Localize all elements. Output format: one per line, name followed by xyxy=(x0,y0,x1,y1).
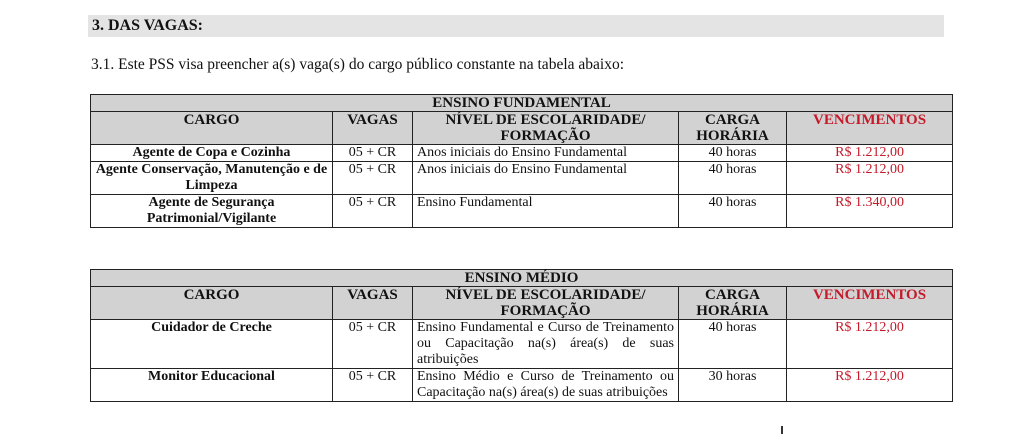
cell-vagas: 05 + CR xyxy=(333,369,413,402)
table-row xyxy=(91,195,953,228)
cell-vencimento: R$ 1.212,00 xyxy=(787,162,953,195)
column-header-nivel: NÍVEL DE ESCOLARIDADE/ FORMAÇÃO xyxy=(413,112,679,145)
cell-carga: 40 horas xyxy=(679,320,787,369)
cell-cargo: Agente Conservação, Manutenção e de Limpeza xyxy=(91,162,333,195)
column-header-carga: CARGA HORÁRIA xyxy=(679,112,787,145)
cell-vagas: 05 + CR xyxy=(333,195,413,228)
cell-vencimento: R$ 1.212,00 xyxy=(787,369,953,402)
table-ensino-medio xyxy=(90,269,953,402)
cell-cargo: Agente de Copa e Cozinha xyxy=(91,145,333,162)
column-header-cargo: CARGO xyxy=(91,112,333,145)
cell-cargo: Monitor Educacional xyxy=(91,369,333,402)
cell-vencimento: R$ 1.212,00 xyxy=(787,145,953,162)
table-title: ENSINO MÉDIO xyxy=(91,270,953,287)
cell-carga: 30 horas xyxy=(679,369,787,402)
column-header-vagas: VAGAS xyxy=(333,112,413,145)
section-title-bar xyxy=(88,15,944,37)
cell-vagas: 05 + CR xyxy=(333,162,413,195)
table-title: ENSINO FUNDAMENTAL xyxy=(91,95,953,112)
intro-paragraph: 3.1. Este PSS visa preencher a(s) vaga(s) do cargo público constante na tabela abaixo: xyxy=(91,56,625,73)
cell-nivel: Ensino Fundamental e Curso de Treinamento ou Capacitação na(s) área(s) de suas atribuições xyxy=(413,320,679,369)
column-header-cargo: CARGO xyxy=(91,287,333,320)
cell-cargo: Agente de Segurança Patrimonial/Vigilante xyxy=(91,195,333,228)
cell-vagas: 05 + CR xyxy=(333,145,413,162)
stray-mark xyxy=(781,426,783,434)
column-header-vencimentos: VENCIMENTOS xyxy=(787,112,953,145)
column-header-vagas: VAGAS xyxy=(333,287,413,320)
cell-nivel: Ensino Médio e Curso de Treinamento ou Capacitação na(s) área(s) de suas atribuições xyxy=(413,369,679,402)
cell-nivel: Anos iniciais do Ensino Fundamental xyxy=(413,162,679,195)
cell-nivel: Ensino Fundamental xyxy=(413,195,679,228)
cell-vencimento: R$ 1.212,00 xyxy=(787,320,953,369)
table-ensino-fundamental xyxy=(90,94,953,228)
column-header-vencimentos: VENCIMENTOS xyxy=(787,287,953,320)
cell-carga: 40 horas xyxy=(679,162,787,195)
table-row xyxy=(91,369,953,402)
cell-carga: 40 horas xyxy=(679,195,787,228)
table-row xyxy=(91,162,953,195)
column-header-nivel: NÍVEL DE ESCOLARIDADE/ FORMAÇÃO xyxy=(413,287,679,320)
table-row xyxy=(91,320,953,369)
cell-cargo: Cuidador de Creche xyxy=(91,320,333,369)
section-title: 3. DAS VAGAS: xyxy=(92,17,203,34)
cell-vencimento: R$ 1.340,00 xyxy=(787,195,953,228)
cell-carga: 40 horas xyxy=(679,145,787,162)
table-row xyxy=(91,145,953,162)
cell-vagas: 05 + CR xyxy=(333,320,413,369)
cell-nivel: Anos iniciais do Ensino Fundamental xyxy=(413,145,679,162)
column-header-carga: CARGA HORÁRIA xyxy=(679,287,787,320)
